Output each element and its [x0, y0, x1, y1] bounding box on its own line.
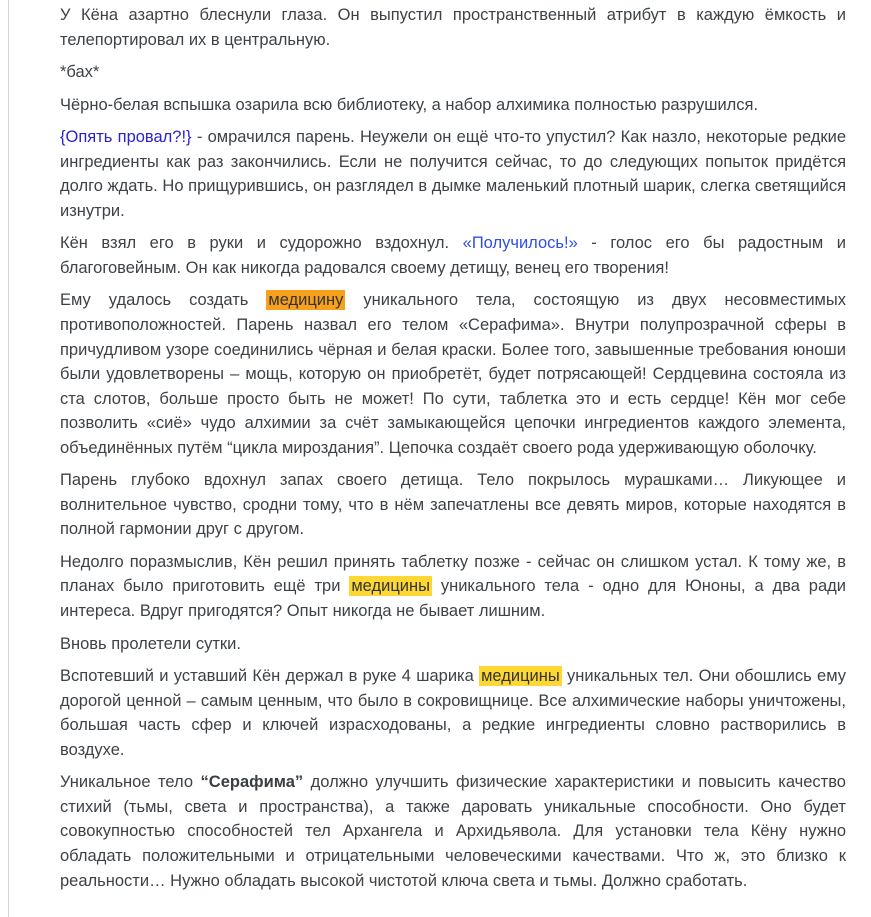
paragraph [60, 468, 846, 542]
paragraph [60, 288, 846, 460]
text-run: - голос его бы радостным и благоговейным. Он как никогда радовался своему детищу, венец его творения! [60, 234, 846, 277]
paragraph [60, 664, 846, 762]
paragraph [60, 3, 846, 52]
highlighted-term: медицины [481, 667, 560, 686]
text-run: уникальных тел. Они обошлись ему дорогой ценной – самым ценным, что было в сокровищнице. Все алхимические наборы уничтожены, большая часть сфер и ключей израсходованы, а редкие ингредиенты словно растворились в воздухе. [60, 667, 846, 759]
text-run: Парень глубоко вдохнул запах своего детища. Тело покрылось мурашками… Ликующее и волнительное чувство, сродни тому, что в нём запечатлены все девять миров, которые находятся в полной гармонии друг с другом. [60, 471, 846, 539]
text-run: Недолго поразмыслив, Кён решил принять таблетку позже - сейчас он слишком устал. К тому же, в планах было приготовить ещё три [60, 552, 846, 596]
speech-text: «Получилось!» [462, 234, 578, 253]
paragraph [60, 231, 846, 280]
paragraph [60, 550, 846, 624]
paragraph [60, 125, 846, 223]
text-run: должно улучшить физические характеристики и повысить качество стихий (тьмы, света и пространства), а также даровать уникальные способности. Оно будет совокупностью способностей тел Архангела и Архидьявола. Для установки тела Кёну нужно обладать положительными и отрицательными человеческими качествами. Что ж, это близко к реальности… Нужно обладать высокой чистотой ключа света и тьмы. Должно сработать. [60, 773, 846, 890]
emphasized-term: “Серафима” [200, 773, 304, 792]
dialog-text: {Опять провал?!} [60, 128, 192, 147]
text-run: Вспотевший и уставший Кён держал в руке 4 шарика [60, 667, 480, 686]
paragraph [60, 632, 846, 657]
chapter-text [60, 3, 846, 901]
text-run: У Кёна азартно блеснули глаза. Он выпустил пространственный атрибут в каждую ёмкость и телепортировал их в центральную. [60, 6, 846, 49]
highlighted-term: медицины [351, 577, 430, 596]
text-run: Ему удалось создать [60, 291, 267, 310]
text-run: Кён взял его в руки и судорожно вздохнул. [60, 234, 463, 253]
text-run: *бах* [60, 63, 100, 82]
text-run: уникального тела, состоящую из двух несовместимых противоположностей. Парень назвал его телом «Серафима». Внутри полупрозрачной сферы в причудливом узоре соединились чёрная и белая краски. Более того, завышенные требования юноши были удовлетворены – мощь, которую он приобретёт, будет потрясающей! Сердцевина состояла из ста слотов, больше просто быть не может! По сути, таблетка это и есть сердце! Кён мог себе позволить «сиё» чудо алхимии за счёт замыкающейся цепочки ингредиентов каждого элемента, объединённых путём “цикла мироздания”. Цепочка создаёт своего рода удерживающую оболочку. [60, 291, 846, 457]
highlighted-term: медицину [268, 291, 344, 310]
paragraph [60, 60, 846, 85]
paragraph [60, 93, 846, 118]
paragraph [60, 770, 846, 893]
text-run: Вновь пролетели сутки. [60, 634, 241, 653]
text-run: - омрачился парень. Неужели он ещё что-то упустил? Как назло, некоторые редкие ингредиенты как раз закончились. Если не получится сейчас, то до следующих попыток придётся долго ждать. Но прищурившись, он разглядел в дымке маленький плотный шарик, слегка светящийся изнутри. [60, 128, 846, 220]
page-left-border [8, 0, 9, 917]
text-run: Чёрно-белая вспышка озарила всю библиотеку, а набор алхимика полностью разрушился. [60, 95, 759, 114]
text-run: Уникальное тело [60, 773, 201, 792]
text-run: уникального тела - одно для Юноны, а два ради интереса. Вдруг пригодятся? Опыт никогда не бывает лишним. [60, 577, 847, 621]
